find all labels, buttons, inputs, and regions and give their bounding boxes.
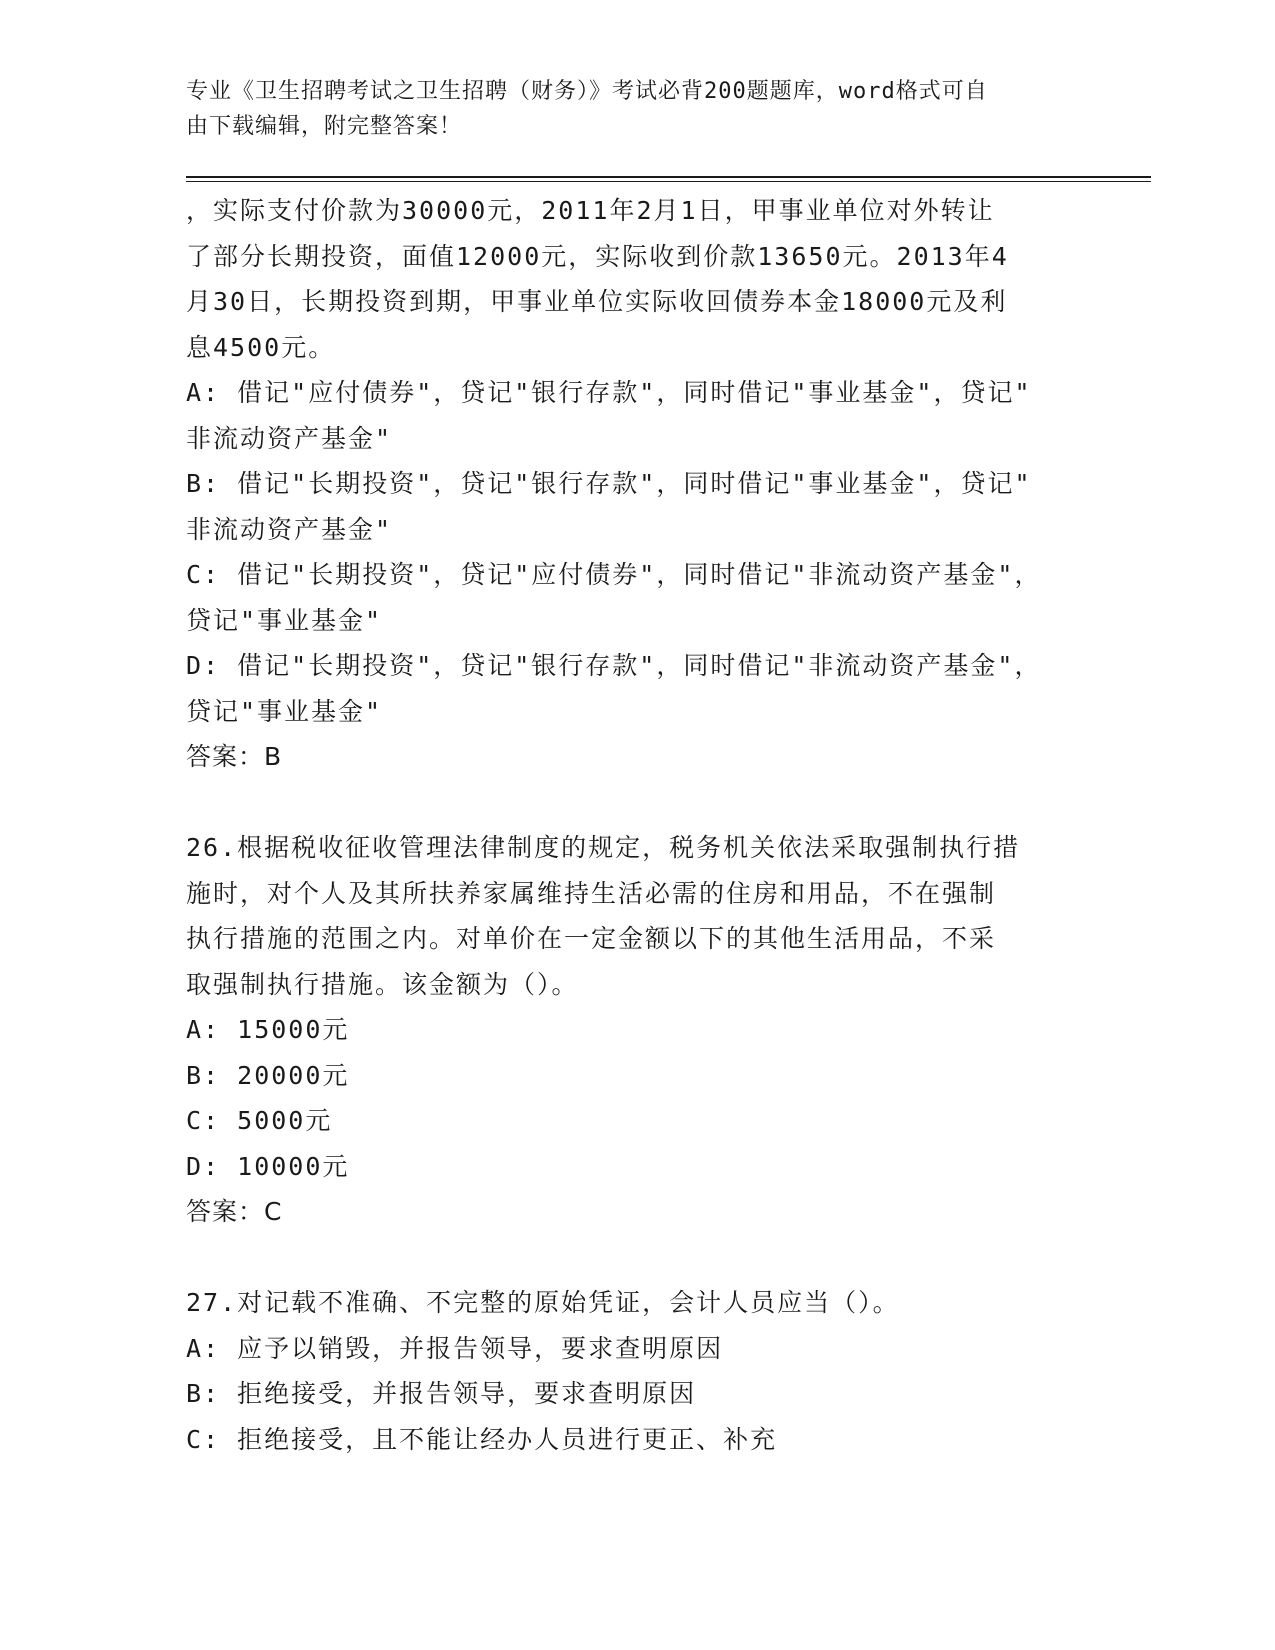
option-c: C: 拒绝接受，且不能让经办人员进行更正、补充 xyxy=(186,1424,778,1454)
option-c: C: 5000元 xyxy=(186,1106,333,1135)
option-a: A: 15000元 xyxy=(186,1015,350,1044)
option-d: D: 借记"长期投资"，贷记"银行存款"，同时借记"非流动资产基金"， xyxy=(186,651,1042,680)
spacer xyxy=(186,1235,1066,1281)
header-divider-thick xyxy=(186,176,1151,178)
question-stem-line: 26.根据税收征收管理法律制度的规定，税务机关依法采取强制执行措 xyxy=(186,833,1021,862)
option-a-continued: 非流动资产基金" xyxy=(186,423,393,453)
question-stem-line: 执行措施的范围之内。对单价在一定金额以下的其他生活用品，不采 xyxy=(186,924,997,953)
document-header xyxy=(186,74,1066,144)
question-stem-line: 月30日，长期投资到期，甲事业单位实际收回债券本金18000元及利 xyxy=(186,287,1008,316)
option-b-continued: 非流动资产基金" xyxy=(186,514,393,544)
question-stem-line: 取强制执行措施。该金额为（）。 xyxy=(186,969,579,999)
question-stem-line: ，实际支付价款为30000元，2011年2月1日，甲事业单位对外转让 xyxy=(186,196,995,225)
option-b: B: 20000元 xyxy=(186,1060,350,1090)
question-stem-line: 息4500元。 xyxy=(186,332,336,362)
header-line: 由下载编辑，附完整答案！ xyxy=(186,114,463,139)
option-d-continued: 贷记"事业基金" xyxy=(186,696,383,726)
option-c: C: 借记"长期投资"，贷记"应付债券"，同时借记"非流动资产基金"， xyxy=(186,560,1042,589)
spacer xyxy=(186,780,1066,826)
document-body xyxy=(186,188,1066,1462)
header-divider-thin xyxy=(186,181,1151,182)
question-stem-line: 施时，对个人及其所扶养家属维持生活必需的住房和用品，不在强制 xyxy=(186,878,997,908)
question-27 xyxy=(186,1280,1066,1462)
question-26 xyxy=(186,825,1066,1235)
answer: 答案：C xyxy=(186,1197,283,1226)
option-b: B: 借记"长期投资"，贷记"银行存款"，同时借记"事业基金"，贷记" xyxy=(186,469,1032,498)
answer: 答案：B xyxy=(186,742,283,771)
option-b: B: 拒绝接受，并报告领导，要求查明原因 xyxy=(186,1379,697,1408)
option-a: A: 应予以销毁，并报告领导，要求查明原因 xyxy=(186,1333,724,1363)
question-stem-line: 27.对记载不准确、不完整的原始凭证，会计人员应当（）。 xyxy=(186,1288,900,1317)
question-stem-line: 了部分长期投资，面值12000元，实际收到价款13650元。2013年4 xyxy=(186,241,1009,271)
header-line: 专业《卫生招聘考试之卫生招聘（财务）》考试必背200题题库，word格式可自 xyxy=(186,79,988,104)
option-d: D: 10000元 xyxy=(186,1151,350,1181)
question-25 xyxy=(186,188,1066,780)
option-c-continued: 贷记"事业基金" xyxy=(186,605,383,635)
option-a: A: 借记"应付债券"，贷记"银行存款"，同时借记"事业基金"，贷记" xyxy=(186,378,1032,407)
